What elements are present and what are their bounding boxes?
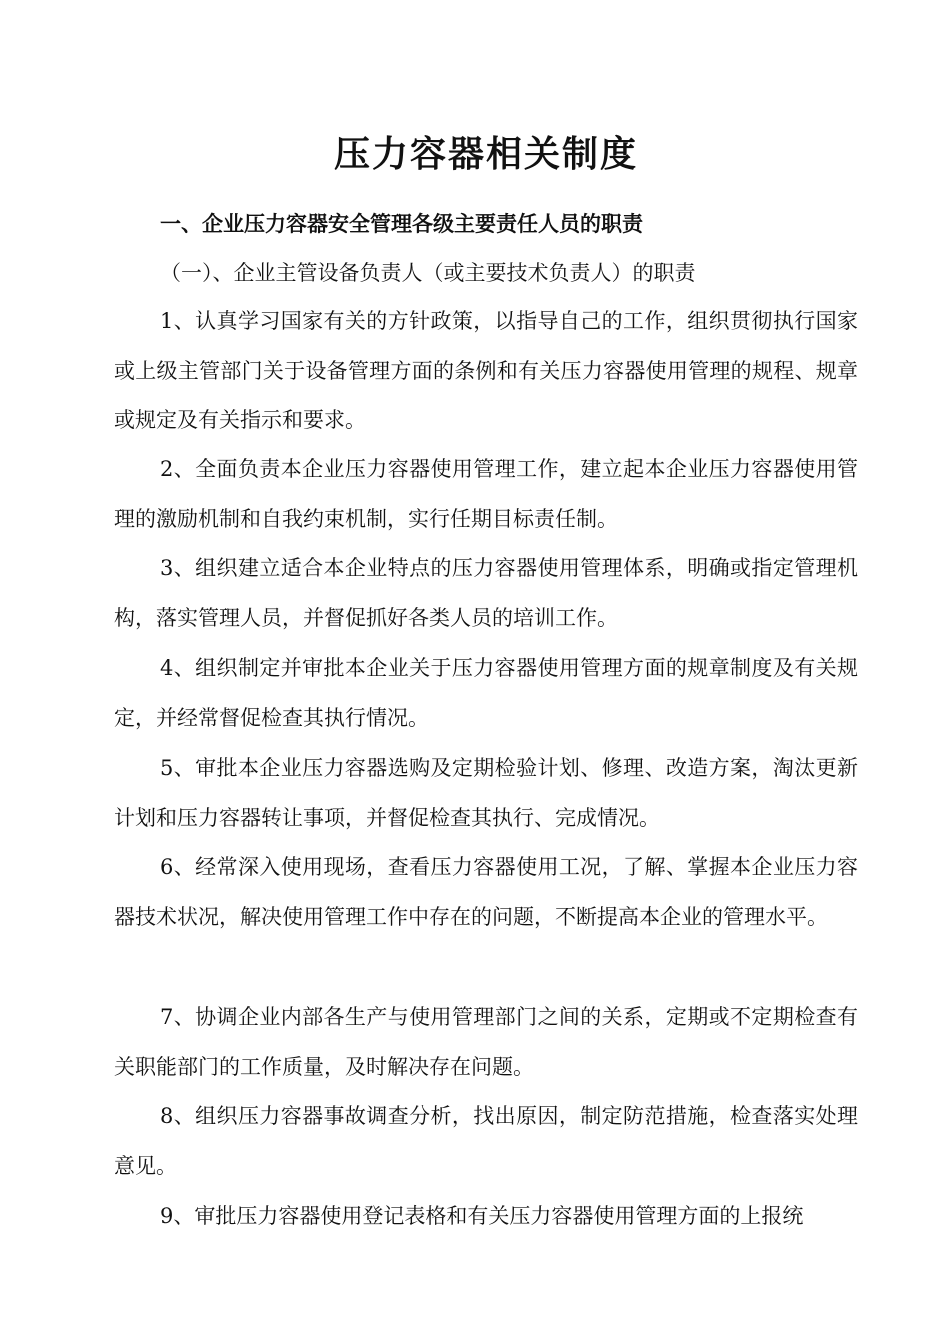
- paragraph-8: 8、组织压力容器事故调查分析，找出原因，制定防范措施，检查落实处理意见。: [114, 1104, 858, 1178]
- sub-heading: （一）、企业主管设备负责人（或主要技术负责人）的职责: [160, 261, 696, 285]
- paragraph-6: 6、经常深入使用现场，查看压力容器使用工况，了解、掌握本企业压力容器技术状况，解决使用管理工作中存在的问题，不断提高本企业的管理水平。: [114, 855, 858, 929]
- paragraph-2: 2、全面负责本企业压力容器使用管理工作，建立起本企业压力容器使用管理的激励机制和自我约束机制，实行任期目标责任制。: [114, 457, 858, 531]
- paragraph-1: 1、认真学习国家有关的方针政策，以指导自己的工作，组织贯彻执行国家或上级主管部门关于设备管理方面的条例和有关压力容器使用管理的规程、规章或规定及有关指示和要求。: [114, 309, 858, 432]
- section-heading: 一、企业压力容器安全管理各级主要责任人员的职责: [160, 211, 643, 236]
- paragraph-5: 5、审批本企业压力容器选购及定期检验计划、修理、改造方案，淘汰更新计划和压力容器转让事项，并督促检查其执行、完成情况。: [114, 756, 858, 830]
- paragraph-3: 3、组织建立适合本企业特点的压力容器使用管理体系，明确或指定管理机构，落实管理人员，并督促抓好各类人员的培训工作。: [114, 556, 858, 630]
- paragraph-7: 7、协调企业内部各生产与使用管理部门之间的关系，定期或不定期检查有关职能部门的工作质量，及时解决存在问题。: [114, 1005, 858, 1079]
- paragraph-9: 9、审批压力容器使用登记表格和有关压力容器使用管理方面的上报统: [160, 1204, 804, 1228]
- document-title: 压力容器相关制度: [333, 133, 638, 175]
- paragraph-4: 4、组织制定并审批本企业关于压力容器使用管理方面的规章制度及有关规定，并经常督促检查其执行情况。: [114, 656, 858, 730]
